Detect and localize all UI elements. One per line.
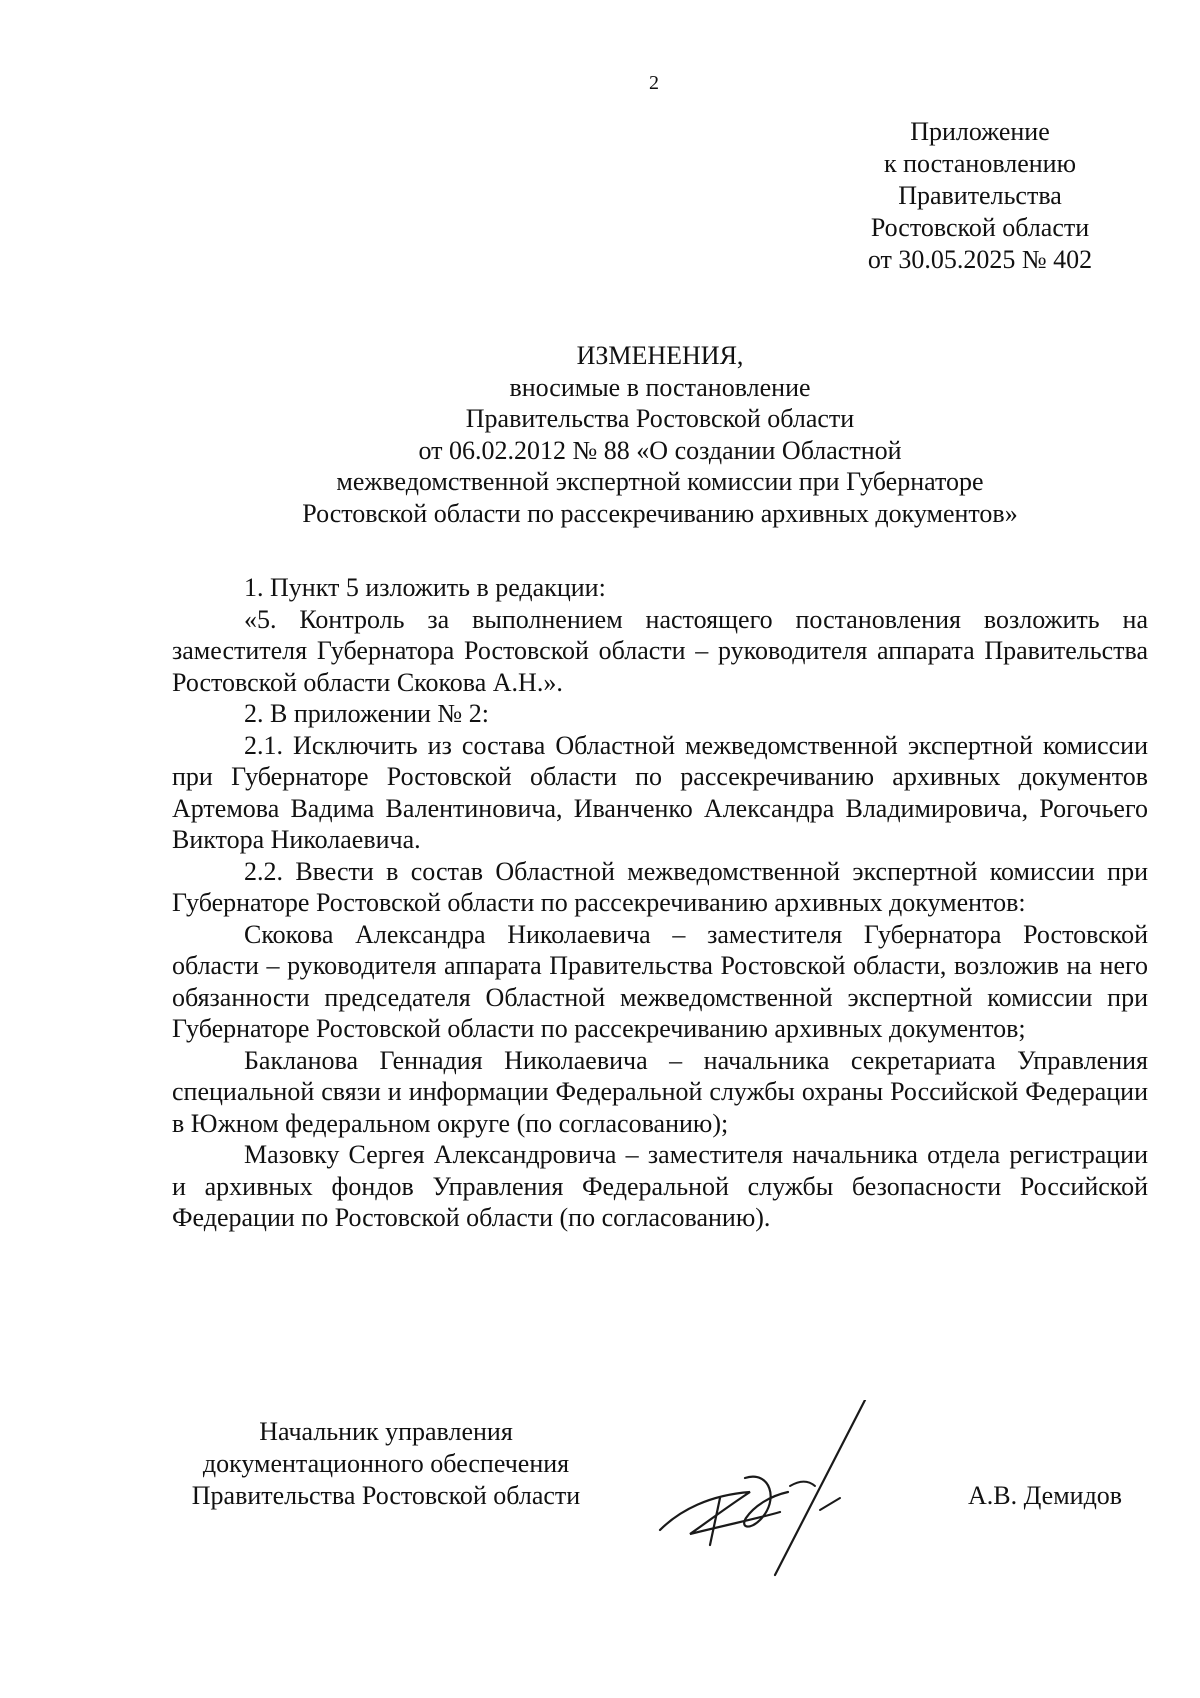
- position-line: документационного обеспечения: [202, 1449, 570, 1478]
- appendix-line: от 30.05.2025 № 402: [867, 245, 1093, 274]
- paragraph: 2.2. Ввести в состав Областной межведомственной экспертной комиссии при Губернаторе Ростовской области по рассекречиванию архивных документов:: [172, 856, 1148, 917]
- paragraph: 2. В приложении № 2:: [244, 699, 489, 728]
- title-line: Правительства Ростовской области: [465, 404, 855, 433]
- signatory-position: [172, 1416, 600, 1512]
- paragraph: 1. Пункт 5 изложить в редакции:: [244, 573, 606, 602]
- paragraph: «5. Контроль за выполнением настоящего постановления возложить на заместителя Губернатора Ростовской области – руководителя аппарата Правительства Ростовской области Скокова А.Н.».: [172, 604, 1148, 697]
- appendix-line: Приложение: [910, 117, 1050, 146]
- paragraph: Скокова Александра Николаевича – заместителя Губернатора Ростовской области – руководителя аппарата Правительства Ростовской области, возложив на него обязанности председателя Областной межведомственной экспертной комиссии при Губернаторе Ростовской области по рассекречиванию архивных документов;: [172, 919, 1148, 1043]
- handwritten-signature: [650, 1400, 930, 1580]
- document-title: [170, 340, 1150, 529]
- paragraph: Мазовку Сергея Александровича – заместителя начальника отдела регистрации и архивных фондов Управления Федеральной службы безопасности Российской Федерации по Ростовской области (по согласованию).: [172, 1140, 1148, 1232]
- title-line: Ростовской области по рассекречиванию архивных документов»: [302, 498, 1018, 528]
- signatory-name: А.В. Демидов: [968, 1481, 1123, 1510]
- title-line: от 06.02.2012 № 88 «О создании Областной: [418, 435, 902, 465]
- page-number: 2: [649, 72, 659, 94]
- appendix-header: [850, 116, 1110, 276]
- title-line: межведомственной экспертной комиссии при Губернаторе: [336, 467, 984, 496]
- title-heading: ИЗМЕНЕНИЯ,: [576, 341, 744, 370]
- position-line: Правительства Ростовской области: [191, 1481, 581, 1510]
- document-body: [172, 572, 1148, 1234]
- appendix-line: к постановлению: [883, 149, 1077, 178]
- paragraph: 2.1. Исключить из состава Областной межведомственной экспертной комиссии при Губернаторе Ростовской области по рассекречиванию архивных документов Артемова Вадима Валентиновича, Иванченко Александра Владимировича, Рогочьего Виктора Николаевича.: [172, 730, 1148, 854]
- appendix-line: Правительства: [898, 181, 1062, 210]
- appendix-line: Ростовской области: [870, 213, 1090, 242]
- position-line: Начальник управления: [259, 1417, 513, 1446]
- paragraph: Бакланова Геннадия Николаевича – начальника секретариата Управления специальной связи и информации Федеральной службы охраны Российской Федерации в Южном федеральном округе (по согласованию);: [172, 1045, 1148, 1138]
- title-line: вносимые в постановление: [509, 372, 811, 402]
